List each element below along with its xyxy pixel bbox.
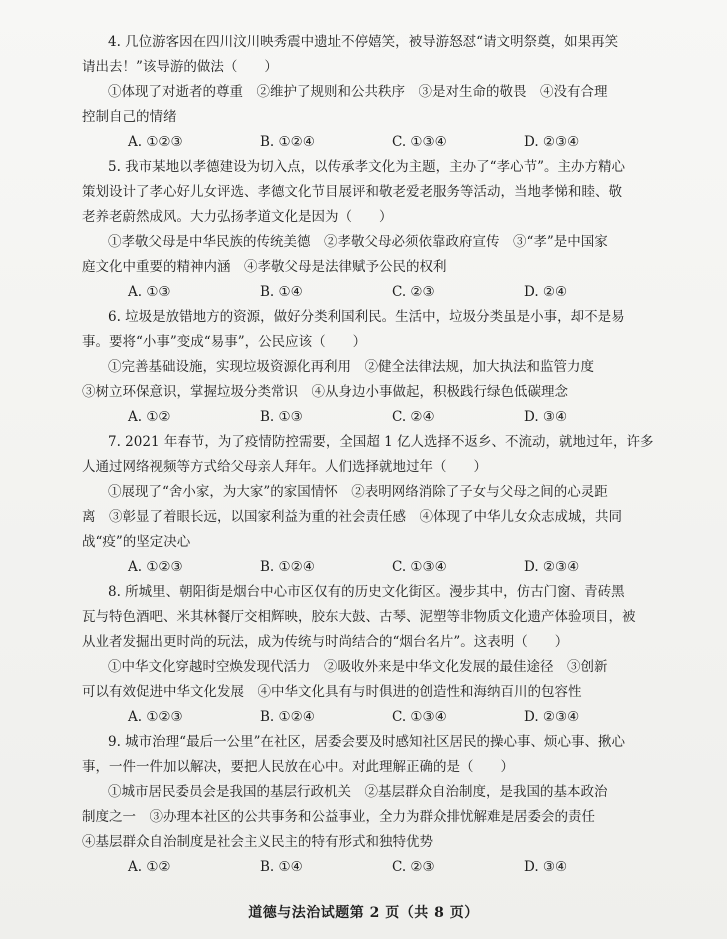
answer-option-c[interactable]: C. ①③④ (392, 559, 447, 575)
question-stem-line: 人通过网络视频等方式给父母亲人拜年。人们选择就地过年（ ） (82, 459, 487, 475)
answer-option-a[interactable]: A. ①②③ (128, 709, 183, 725)
statement-line: ①体现了对逝者的尊重 ②维护了规则和公共秩序 ③是对生命的敬畏 ④没有合理 (108, 84, 608, 100)
question-stem-line: 老养老蔚然成风。大力弘扬孝道文化是因为（ ） (82, 209, 393, 225)
answer-option-c[interactable]: C. ②③ (392, 859, 435, 875)
question-stem-line: 事，一件一件加以解决，要把人民放在心中。对此理解正确的是（ ） (82, 759, 514, 775)
answer-option-c[interactable]: C. ②④ (392, 409, 435, 425)
answer-option-a[interactable]: A. ①② (128, 409, 171, 425)
answer-option-a[interactable]: A. ①②③ (128, 559, 183, 575)
page-footer: 道德与法治试题第 2 页（共 8 页） (248, 905, 479, 921)
question-6 (82, 305, 682, 430)
statement-line: ①展现了“舍小家，为大家”的家国情怀 ②表明网络消除了子女与父母之间的心灵距 (108, 484, 608, 500)
statement-line: ①完善基础设施，实现垃圾资源化再利用 ②健全法律法规，加大执法和监管力度 (108, 359, 594, 375)
statement-line: 战“疫”的坚定决心 (82, 534, 191, 550)
question-stem-line: 9. 城市治理“最后一公里”在社区，居委会要及时感知社区居民的操心事、烦心事、揪心 (108, 734, 625, 750)
answer-option-d[interactable]: D. ②③④ (524, 709, 580, 725)
answer-option-c[interactable]: C. ②③ (392, 284, 435, 300)
statement-line: 庭文化中重要的精神内涵 ④孝敬父母是法律赋予公民的权利 (82, 259, 447, 275)
answer-option-d[interactable]: D. ③④ (524, 409, 568, 425)
answer-option-b[interactable]: B. ①③ (260, 409, 303, 425)
statement-line: 控制自己的情绪 (82, 109, 177, 125)
statement-line: ①中华文化穿越时空焕发现代活力 ②吸收外来是中华文化发展的最佳途径 ③创新 (108, 659, 608, 675)
answer-option-d[interactable]: D. ③④ (524, 859, 568, 875)
answer-option-d[interactable]: D. ②③④ (524, 559, 580, 575)
statement-line: 离 ③彰显了着眼长远，以国家利益为重的社会责任感 ④体现了中华儿女众志成城，共同 (82, 509, 622, 525)
question-stem-line: 6. 垃圾是放错地方的资源，做好分类利国利民。生活中，垃圾分类虽是小事，却不是易 (108, 309, 625, 325)
answer-option-b[interactable]: B. ①④ (260, 284, 303, 300)
question-4 (82, 30, 682, 155)
statement-line: ①孝敬父母是中华民族的传统美德 ②孝敬父母必须依靠政府宣传 ③“孝”是中国家 (108, 234, 608, 250)
question-list (82, 30, 682, 880)
question-stem-line: 8. 所城里、朝阳街是烟台中心市区仅有的历史文化街区。漫步其中，仿古门窗、青砖黑 (108, 584, 625, 600)
answer-option-b[interactable]: B. ①②④ (260, 559, 315, 575)
answer-option-b[interactable]: B. ①②④ (260, 709, 315, 725)
answer-option-a[interactable]: A. ①②③ (128, 134, 183, 150)
question-stem-line: 5. 我市某地以孝德建设为切入点，以传承孝文化为主题，主办了“孝心节”。主办方精心 (108, 159, 625, 175)
answer-option-b[interactable]: B. ①②④ (260, 134, 315, 150)
question-5 (82, 155, 682, 305)
answer-option-c[interactable]: C. ①③④ (392, 709, 447, 725)
answer-option-a[interactable]: A. ①③ (128, 284, 171, 300)
answer-option-c[interactable]: C. ①③④ (392, 134, 447, 150)
question-stem-line: 瓦与特色酒吧、米其林餐厅交相辉映，胶东大鼓、古琴、泥塑等非物质文化遗产体验项目，被 (82, 609, 636, 625)
statement-line: 可以有效促进中华文化发展 ④中华文化具有与时俱进的创造性和海纳百川的包容性 (82, 684, 582, 700)
question-7 (82, 430, 682, 580)
answer-option-a[interactable]: A. ①② (128, 859, 171, 875)
answer-options (82, 855, 682, 880)
answer-options (82, 555, 682, 580)
question-stem-line: 策划设计了孝心好儿女评选、孝德文化节目展评和敬老爱老服务等活动，当地孝悌和睦、敬 (82, 184, 622, 200)
answer-options (82, 280, 682, 305)
question-stem-line: 从业者发掘出更时尚的玩法，成为传统与时尚结合的“烟台名片”。这表明（ ） (82, 634, 569, 650)
statement-line: ①城市居民委员会是我国的基层行政机关 ②基层群众自治制度，是我国的基本政治 (108, 784, 608, 800)
answer-options (82, 130, 682, 155)
answer-options (82, 405, 682, 430)
question-stem-line: 事。要将“小事”变成“易事”，公民应该（ ） (82, 334, 367, 350)
statement-line: ③树立环保意识，掌握垃圾分类常识 ④从身边小事做起，积极践行绿色低碳理念 (82, 384, 568, 400)
question-9 (82, 730, 682, 880)
answer-options (82, 705, 682, 730)
question-stem-line: 7. 2021 年春节，为了疫情防控需要，全国超 1 亿人选择不返乡、不流动，就地过年，许多 (108, 434, 654, 450)
question-stem-line: 4. 几位游客因在四川汶川映秀震中遗址不停嬉笑，被导游怒怼“请文明祭奠，如果再笑 (108, 34, 619, 50)
question-8 (82, 580, 682, 730)
statement-line: 制度之一 ③办理本社区的公共事务和公益事业，全力为群众排忧解难是居委会的责任 (82, 809, 595, 825)
answer-option-d[interactable]: D. ②③④ (524, 134, 580, 150)
answer-option-d[interactable]: D. ②④ (524, 284, 568, 300)
answer-option-b[interactable]: B. ①④ (260, 859, 303, 875)
question-stem-line: 请出去！”该导游的做法（ ） (82, 59, 278, 75)
statement-line: ④基层群众自治制度是社会主义民主的特有形式和独特优势 (82, 834, 433, 850)
